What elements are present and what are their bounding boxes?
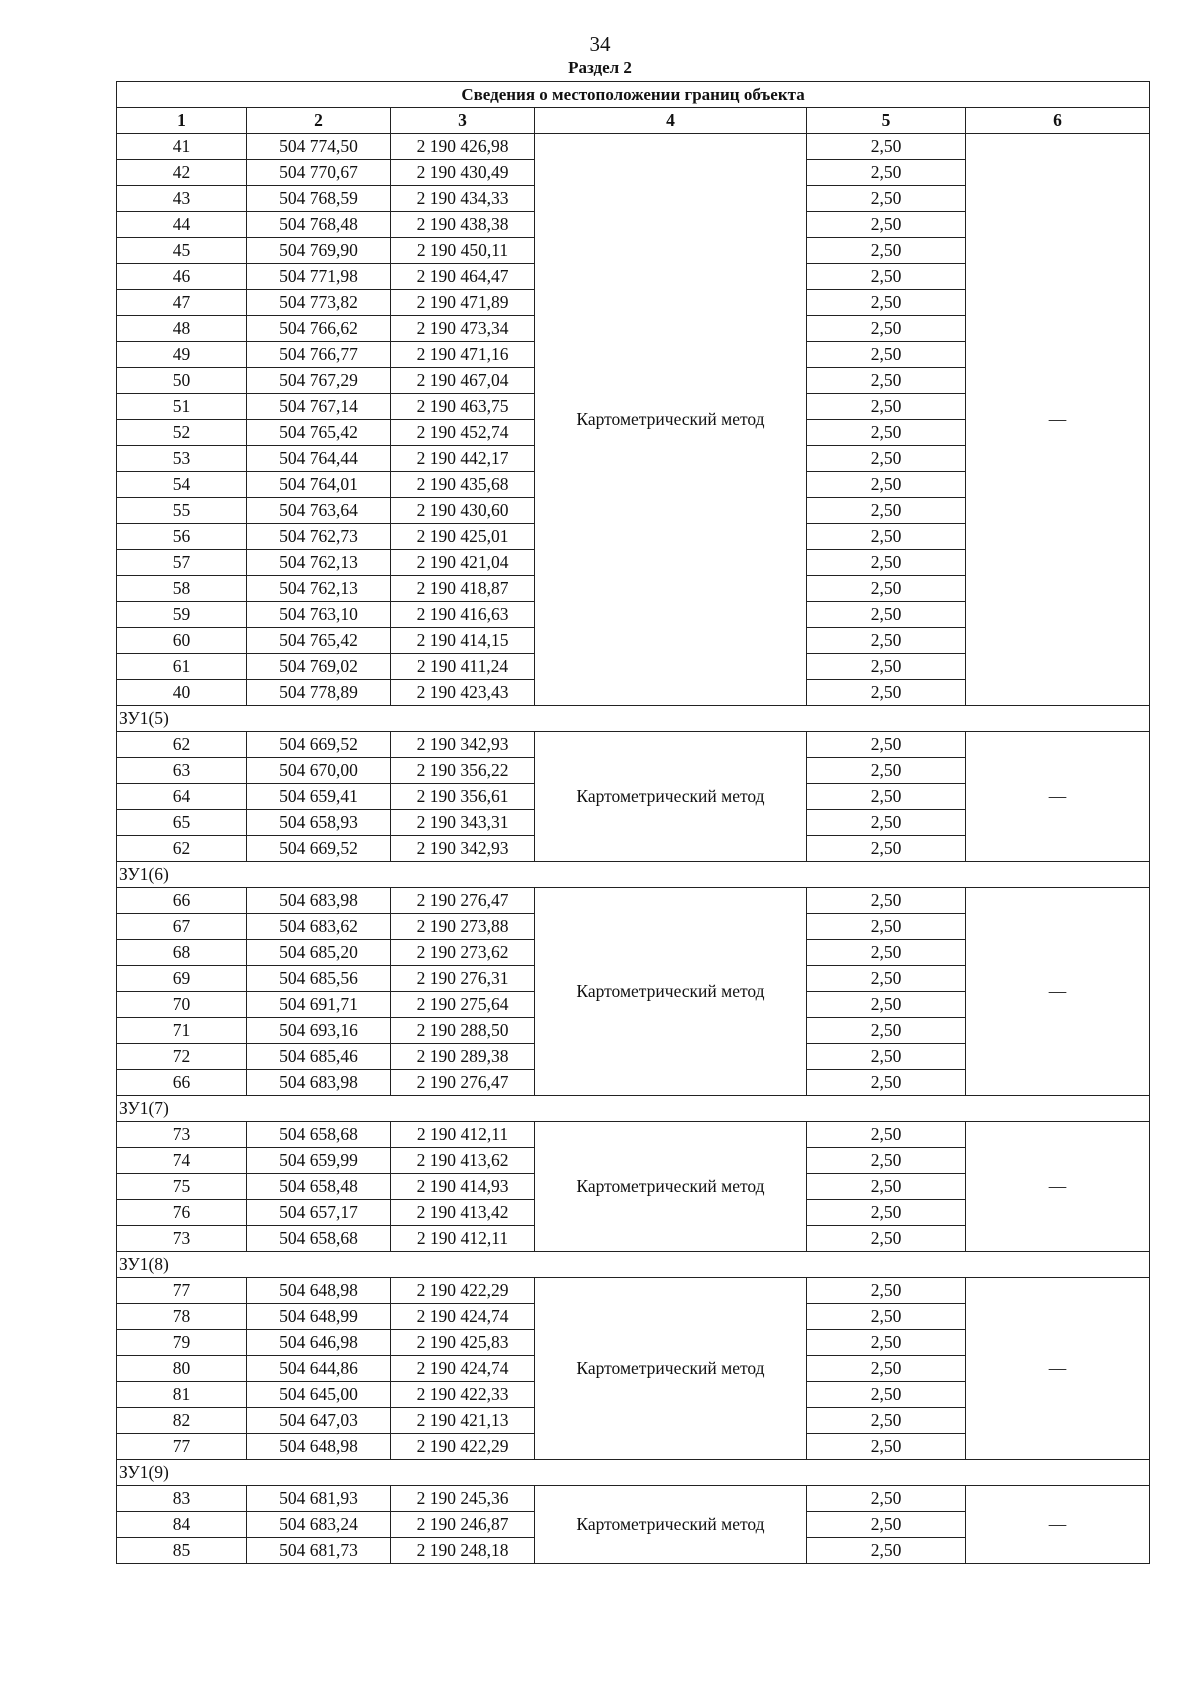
y-coordinate: 2 190 450,11 <box>391 238 535 264</box>
x-coordinate: 504 646,98 <box>247 1330 391 1356</box>
y-coordinate: 2 190 245,36 <box>391 1486 535 1512</box>
y-coordinate: 2 190 246,87 <box>391 1512 535 1538</box>
point-number: 73 <box>117 1122 247 1148</box>
point-number: 67 <box>117 914 247 940</box>
accuracy-value: 2,50 <box>807 940 966 966</box>
y-coordinate: 2 190 276,31 <box>391 966 535 992</box>
y-coordinate: 2 190 424,74 <box>391 1304 535 1330</box>
accuracy-value: 2,50 <box>807 1408 966 1434</box>
accuracy-value: 2,50 <box>807 680 966 706</box>
point-number: 43 <box>117 186 247 212</box>
accuracy-value: 2,50 <box>807 784 966 810</box>
accuracy-value: 2,50 <box>807 316 966 342</box>
column-6-dash: — <box>966 732 1150 862</box>
group-label: ЗУ1(7) <box>117 1096 1150 1122</box>
accuracy-value: 2,50 <box>807 602 966 628</box>
group-label-row <box>117 862 1150 888</box>
table-row <box>117 732 1150 758</box>
x-coordinate: 504 764,44 <box>247 446 391 472</box>
x-coordinate: 504 670,00 <box>247 758 391 784</box>
x-coordinate: 504 771,98 <box>247 264 391 290</box>
column-6-dash: — <box>966 134 1150 706</box>
x-coordinate: 504 647,03 <box>247 1408 391 1434</box>
column-6-dash: — <box>966 1122 1150 1252</box>
y-coordinate: 2 190 343,31 <box>391 810 535 836</box>
accuracy-value: 2,50 <box>807 1356 966 1382</box>
x-coordinate: 504 685,56 <box>247 966 391 992</box>
column-6-dash: — <box>966 1486 1150 1564</box>
point-number: 57 <box>117 550 247 576</box>
x-coordinate: 504 658,68 <box>247 1226 391 1252</box>
point-number: 77 <box>117 1434 247 1460</box>
point-number: 62 <box>117 836 247 862</box>
y-coordinate: 2 190 473,34 <box>391 316 535 342</box>
x-coordinate: 504 659,41 <box>247 784 391 810</box>
point-number: 60 <box>117 628 247 654</box>
accuracy-value: 2,50 <box>807 1226 966 1252</box>
y-coordinate: 2 190 435,68 <box>391 472 535 498</box>
point-number: 61 <box>117 654 247 680</box>
point-number: 44 <box>117 212 247 238</box>
x-coordinate: 504 681,93 <box>247 1486 391 1512</box>
accuracy-value: 2,50 <box>807 576 966 602</box>
accuracy-value: 2,50 <box>807 1018 966 1044</box>
x-coordinate: 504 658,48 <box>247 1174 391 1200</box>
x-coordinate: 504 766,62 <box>247 316 391 342</box>
page-number: 34 <box>589 32 611 56</box>
accuracy-value: 2,50 <box>807 992 966 1018</box>
column-number: 6 <box>966 108 1150 134</box>
point-number: 47 <box>117 290 247 316</box>
point-number: 49 <box>117 342 247 368</box>
point-number: 66 <box>117 888 247 914</box>
y-coordinate: 2 190 425,01 <box>391 524 535 550</box>
y-coordinate: 2 190 289,38 <box>391 1044 535 1070</box>
point-number: 65 <box>117 810 247 836</box>
point-number: 83 <box>117 1486 247 1512</box>
point-number: 68 <box>117 940 247 966</box>
x-coordinate: 504 659,99 <box>247 1148 391 1174</box>
group-label-row <box>117 706 1150 732</box>
x-coordinate: 504 683,98 <box>247 888 391 914</box>
method-cell: Картометрический метод <box>535 732 807 862</box>
x-coordinate: 504 648,99 <box>247 1304 391 1330</box>
accuracy-value: 2,50 <box>807 1174 966 1200</box>
accuracy-value: 2,50 <box>807 966 966 992</box>
x-coordinate: 504 773,82 <box>247 290 391 316</box>
y-coordinate: 2 190 426,98 <box>391 134 535 160</box>
point-number: 81 <box>117 1382 247 1408</box>
y-coordinate: 2 190 412,11 <box>391 1122 535 1148</box>
x-coordinate: 504 765,42 <box>247 628 391 654</box>
x-coordinate: 504 693,16 <box>247 1018 391 1044</box>
x-coordinate: 504 765,42 <box>247 420 391 446</box>
accuracy-value: 2,50 <box>807 1512 966 1538</box>
point-number: 79 <box>117 1330 247 1356</box>
accuracy-value: 2,50 <box>807 1122 966 1148</box>
y-coordinate: 2 190 356,22 <box>391 758 535 784</box>
x-coordinate: 504 778,89 <box>247 680 391 706</box>
column-number: 5 <box>807 108 966 134</box>
point-number: 64 <box>117 784 247 810</box>
section-title: Раздел 2 <box>568 58 632 77</box>
table-row <box>117 1278 1150 1304</box>
table-title-row <box>117 82 1150 108</box>
accuracy-value: 2,50 <box>807 134 966 160</box>
y-coordinate: 2 190 442,17 <box>391 446 535 472</box>
x-coordinate: 504 767,29 <box>247 368 391 394</box>
accuracy-value: 2,50 <box>807 186 966 212</box>
point-number: 59 <box>117 602 247 628</box>
accuracy-value: 2,50 <box>807 446 966 472</box>
point-number: 80 <box>117 1356 247 1382</box>
y-coordinate: 2 190 421,13 <box>391 1408 535 1434</box>
point-number: 85 <box>117 1538 247 1564</box>
y-coordinate: 2 190 414,15 <box>391 628 535 654</box>
table-row <box>117 1486 1150 1512</box>
accuracy-value: 2,50 <box>807 888 966 914</box>
accuracy-value: 2,50 <box>807 1304 966 1330</box>
x-coordinate: 504 691,71 <box>247 992 391 1018</box>
y-coordinate: 2 190 423,43 <box>391 680 535 706</box>
y-coordinate: 2 190 276,47 <box>391 888 535 914</box>
accuracy-value: 2,50 <box>807 1538 966 1564</box>
point-number: 50 <box>117 368 247 394</box>
y-coordinate: 2 190 411,24 <box>391 654 535 680</box>
x-coordinate: 504 657,17 <box>247 1200 391 1226</box>
point-number: 46 <box>117 264 247 290</box>
y-coordinate: 2 190 425,83 <box>391 1330 535 1356</box>
x-coordinate: 504 768,48 <box>247 212 391 238</box>
accuracy-value: 2,50 <box>807 160 966 186</box>
accuracy-value: 2,50 <box>807 212 966 238</box>
accuracy-value: 2,50 <box>807 732 966 758</box>
x-coordinate: 504 681,73 <box>247 1538 391 1564</box>
y-coordinate: 2 190 414,93 <box>391 1174 535 1200</box>
point-number: 77 <box>117 1278 247 1304</box>
point-number: 84 <box>117 1512 247 1538</box>
method-cell: Картометрический метод <box>535 888 807 1096</box>
y-coordinate: 2 190 342,93 <box>391 732 535 758</box>
y-coordinate: 2 190 413,42 <box>391 1200 535 1226</box>
point-number: 53 <box>117 446 247 472</box>
x-coordinate: 504 644,86 <box>247 1356 391 1382</box>
x-coordinate: 504 762,73 <box>247 524 391 550</box>
x-coordinate: 504 645,00 <box>247 1382 391 1408</box>
accuracy-value: 2,50 <box>807 1070 966 1096</box>
group-label-row <box>117 1460 1150 1486</box>
point-number: 74 <box>117 1148 247 1174</box>
column-number: 2 <box>247 108 391 134</box>
y-coordinate: 2 190 471,16 <box>391 342 535 368</box>
group-label: ЗУ1(8) <box>117 1252 1150 1278</box>
accuracy-value: 2,50 <box>807 1278 966 1304</box>
y-coordinate: 2 190 434,33 <box>391 186 535 212</box>
accuracy-value: 2,50 <box>807 914 966 940</box>
y-coordinate: 2 190 342,93 <box>391 836 535 862</box>
accuracy-value: 2,50 <box>807 394 966 420</box>
x-coordinate: 504 685,46 <box>247 1044 391 1070</box>
point-number: 54 <box>117 472 247 498</box>
point-number: 42 <box>117 160 247 186</box>
accuracy-value: 2,50 <box>807 1148 966 1174</box>
y-coordinate: 2 190 273,88 <box>391 914 535 940</box>
x-coordinate: 504 763,10 <box>247 602 391 628</box>
x-coordinate: 504 669,52 <box>247 732 391 758</box>
point-number: 51 <box>117 394 247 420</box>
x-coordinate: 504 769,90 <box>247 238 391 264</box>
accuracy-value: 2,50 <box>807 420 966 446</box>
accuracy-value: 2,50 <box>807 290 966 316</box>
point-number: 55 <box>117 498 247 524</box>
y-coordinate: 2 190 275,64 <box>391 992 535 1018</box>
accuracy-value: 2,50 <box>807 498 966 524</box>
point-number: 52 <box>117 420 247 446</box>
accuracy-value: 2,50 <box>807 628 966 654</box>
accuracy-value: 2,50 <box>807 368 966 394</box>
group-label: ЗУ1(9) <box>117 1460 1150 1486</box>
x-coordinate: 504 770,67 <box>247 160 391 186</box>
y-coordinate: 2 190 430,60 <box>391 498 535 524</box>
point-number: 48 <box>117 316 247 342</box>
y-coordinate: 2 190 418,87 <box>391 576 535 602</box>
point-number: 45 <box>117 238 247 264</box>
point-number: 78 <box>117 1304 247 1330</box>
accuracy-value: 2,50 <box>807 1330 966 1356</box>
group-label: ЗУ1(6) <box>117 862 1150 888</box>
point-number: 71 <box>117 1018 247 1044</box>
column-6-dash: — <box>966 888 1150 1096</box>
y-coordinate: 2 190 412,11 <box>391 1226 535 1252</box>
method-cell: Картометрический метод <box>535 1486 807 1564</box>
y-coordinate: 2 190 413,62 <box>391 1148 535 1174</box>
point-number: 56 <box>117 524 247 550</box>
accuracy-value: 2,50 <box>807 1200 966 1226</box>
x-coordinate: 504 774,50 <box>247 134 391 160</box>
table-row <box>117 134 1150 160</box>
point-number: 70 <box>117 992 247 1018</box>
x-coordinate: 504 658,93 <box>247 810 391 836</box>
group-label: ЗУ1(5) <box>117 706 1150 732</box>
y-coordinate: 2 190 276,47 <box>391 1070 535 1096</box>
accuracy-value: 2,50 <box>807 342 966 368</box>
x-coordinate: 504 762,13 <box>247 550 391 576</box>
y-coordinate: 2 190 438,38 <box>391 212 535 238</box>
y-coordinate: 2 190 467,04 <box>391 368 535 394</box>
boundary-table <box>116 81 1150 1564</box>
y-coordinate: 2 190 463,75 <box>391 394 535 420</box>
accuracy-value: 2,50 <box>807 264 966 290</box>
point-number: 72 <box>117 1044 247 1070</box>
point-number: 66 <box>117 1070 247 1096</box>
accuracy-value: 2,50 <box>807 654 966 680</box>
x-coordinate: 504 764,01 <box>247 472 391 498</box>
x-coordinate: 504 763,64 <box>247 498 391 524</box>
x-coordinate: 504 767,14 <box>247 394 391 420</box>
point-number: 69 <box>117 966 247 992</box>
y-coordinate: 2 190 416,63 <box>391 602 535 628</box>
x-coordinate: 504 766,77 <box>247 342 391 368</box>
point-number: 75 <box>117 1174 247 1200</box>
y-coordinate: 2 190 430,49 <box>391 160 535 186</box>
y-coordinate: 2 190 288,50 <box>391 1018 535 1044</box>
accuracy-value: 2,50 <box>807 810 966 836</box>
x-coordinate: 504 769,02 <box>247 654 391 680</box>
y-coordinate: 2 190 273,62 <box>391 940 535 966</box>
group-label-row <box>117 1252 1150 1278</box>
accuracy-value: 2,50 <box>807 1486 966 1512</box>
accuracy-value: 2,50 <box>807 1044 966 1070</box>
method-cell: Картометрический метод <box>535 1278 807 1460</box>
y-coordinate: 2 190 248,18 <box>391 1538 535 1564</box>
accuracy-value: 2,50 <box>807 550 966 576</box>
y-coordinate: 2 190 422,29 <box>391 1434 535 1460</box>
point-number: 62 <box>117 732 247 758</box>
accuracy-value: 2,50 <box>807 524 966 550</box>
accuracy-value: 2,50 <box>807 1434 966 1460</box>
y-coordinate: 2 190 422,33 <box>391 1382 535 1408</box>
column-number-row <box>117 108 1150 134</box>
column-number: 1 <box>117 108 247 134</box>
x-coordinate: 504 683,98 <box>247 1070 391 1096</box>
method-cell: Картометрический метод <box>535 1122 807 1252</box>
point-number: 58 <box>117 576 247 602</box>
method-cell: Картометрический метод <box>535 134 807 706</box>
group-label-row <box>117 1096 1150 1122</box>
y-coordinate: 2 190 421,04 <box>391 550 535 576</box>
point-number: 41 <box>117 134 247 160</box>
point-number: 76 <box>117 1200 247 1226</box>
column-6-dash: — <box>966 1278 1150 1460</box>
point-number: 82 <box>117 1408 247 1434</box>
y-coordinate: 2 190 424,74 <box>391 1356 535 1382</box>
x-coordinate: 504 683,24 <box>247 1512 391 1538</box>
accuracy-value: 2,50 <box>807 836 966 862</box>
y-coordinate: 2 190 452,74 <box>391 420 535 446</box>
accuracy-value: 2,50 <box>807 758 966 784</box>
y-coordinate: 2 190 422,29 <box>391 1278 535 1304</box>
x-coordinate: 504 669,52 <box>247 836 391 862</box>
column-number: 3 <box>391 108 535 134</box>
table-row <box>117 888 1150 914</box>
x-coordinate: 504 683,62 <box>247 914 391 940</box>
y-coordinate: 2 190 471,89 <box>391 290 535 316</box>
y-coordinate: 2 190 464,47 <box>391 264 535 290</box>
accuracy-value: 2,50 <box>807 1382 966 1408</box>
point-number: 40 <box>117 680 247 706</box>
point-number: 73 <box>117 1226 247 1252</box>
accuracy-value: 2,50 <box>807 472 966 498</box>
table-title: Сведения о местоположении границ объекта <box>117 82 1150 108</box>
x-coordinate: 504 648,98 <box>247 1278 391 1304</box>
x-coordinate: 504 648,98 <box>247 1434 391 1460</box>
x-coordinate: 504 685,20 <box>247 940 391 966</box>
boundary-table-body <box>117 82 1150 1564</box>
x-coordinate: 504 762,13 <box>247 576 391 602</box>
y-coordinate: 2 190 356,61 <box>391 784 535 810</box>
x-coordinate: 504 658,68 <box>247 1122 391 1148</box>
table-row <box>117 1122 1150 1148</box>
point-number: 63 <box>117 758 247 784</box>
accuracy-value: 2,50 <box>807 238 966 264</box>
x-coordinate: 504 768,59 <box>247 186 391 212</box>
column-number: 4 <box>535 108 807 134</box>
